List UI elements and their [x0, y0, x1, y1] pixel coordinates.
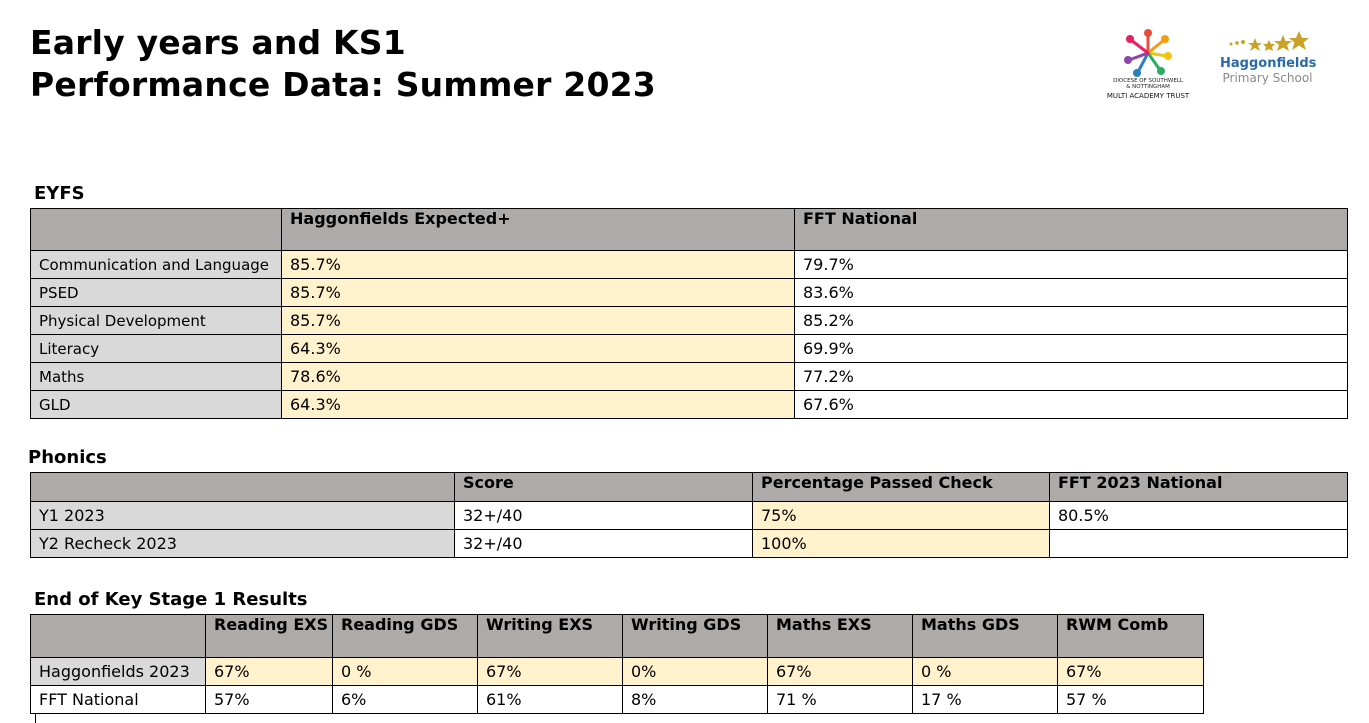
eyfs-row-label: GLD [31, 391, 282, 419]
table-row [31, 530, 1348, 558]
title-line-2: Performance Data: Summer 2023 [30, 65, 656, 104]
table-row [31, 279, 1348, 307]
ks1-header-maths-exs: Maths EXS [768, 615, 913, 658]
eyfs-header-national: FFT National [795, 209, 1348, 251]
phonics-heading: Phonics [28, 447, 107, 468]
eyfs-school-value: 78.6% [282, 363, 795, 391]
trust-name: MULTI ACADEMY TRUST [1106, 92, 1190, 100]
ks1-cell: 57 % [1058, 686, 1204, 714]
ks1-header-writing-exs: Writing EXS [478, 615, 623, 658]
ks1-cell: 6% [333, 686, 478, 714]
phonics-national [1050, 530, 1348, 558]
table-row [31, 251, 1348, 279]
table-row [31, 502, 1348, 530]
eyfs-row-label: Literacy [31, 335, 282, 363]
ks1-table [30, 614, 1204, 714]
eyfs-national-value: 77.2% [795, 363, 1348, 391]
ks1-header-blank [31, 615, 206, 658]
ks1-cell: 57% [206, 686, 333, 714]
ks1-cell: 67% [768, 658, 913, 686]
ks1-header-maths-gds: Maths GDS [913, 615, 1058, 658]
ks1-cell: 17 % [913, 686, 1058, 714]
phonics-national: 80.5% [1050, 502, 1348, 530]
school-name: Haggonfields [1220, 56, 1317, 71]
trust-line-2: & NOTTINGHAM [1126, 84, 1170, 90]
eyfs-header-blank [31, 209, 282, 251]
stars-icon [1225, 30, 1311, 54]
phonics-header-passed: Percentage Passed Check [753, 473, 1050, 502]
table-row [31, 686, 1204, 714]
trust-line-1: DIOCESE OF SOUTHWELL [1113, 78, 1183, 84]
table-row [31, 658, 1204, 686]
eyfs-national-value: 79.7% [795, 251, 1348, 279]
ks1-header-rwm-comb: RWM Comb [1058, 615, 1204, 658]
ks1-cell: 67% [478, 658, 623, 686]
ks1-cell: 67% [206, 658, 333, 686]
eyfs-row-label: Physical Development [31, 307, 282, 335]
eyfs-row-label: PSED [31, 279, 282, 307]
phonics-header-score: Score [455, 473, 753, 502]
ks1-header-writing-gds: Writing GDS [623, 615, 768, 658]
eyfs-header-row [31, 209, 1348, 251]
ks1-cell: 71 % [768, 686, 913, 714]
eyfs-national-value: 85.2% [795, 307, 1348, 335]
phonics-header-row [31, 473, 1348, 502]
eyfs-school-value: 64.3% [282, 391, 795, 419]
phonics-score: 32+/40 [455, 502, 753, 530]
ks1-heading: End of Key Stage 1 Results [34, 589, 308, 610]
text-cursor [35, 714, 36, 723]
trust-logo [1098, 28, 1198, 112]
phonics-passed: 100% [753, 530, 1050, 558]
phonics-table [30, 472, 1348, 558]
eyfs-school-value: 85.7% [282, 279, 795, 307]
phonics-row-label: Y2 Recheck 2023 [31, 530, 455, 558]
school-subtitle: Primary School [1222, 71, 1313, 85]
eyfs-row-label: Maths [31, 363, 282, 391]
ks1-cell: 61% [478, 686, 623, 714]
ks1-cell: 0 % [333, 658, 478, 686]
eyfs-table [30, 208, 1348, 419]
ks1-cell: 8% [623, 686, 768, 714]
trust-figures-icon [1122, 28, 1174, 78]
ks1-header-reading-exs: Reading EXS [206, 615, 333, 658]
phonics-header-blank [31, 473, 455, 502]
eyfs-header-school: Haggonfields Expected+ [282, 209, 795, 251]
ks1-row-label: FFT National [31, 686, 206, 714]
table-row [31, 335, 1348, 363]
title-line-1: Early years and KS1 [30, 23, 406, 62]
eyfs-national-value: 67.6% [795, 391, 1348, 419]
eyfs-national-value: 69.9% [795, 335, 1348, 363]
phonics-header-national: FFT 2023 National [1050, 473, 1348, 502]
phonics-row-label: Y1 2023 [31, 502, 455, 530]
ks1-cell: 0 % [913, 658, 1058, 686]
phonics-score: 32+/40 [455, 530, 753, 558]
eyfs-heading: EYFS [34, 183, 85, 204]
page-title [30, 22, 656, 106]
ks1-cell: 67% [1058, 658, 1204, 686]
table-row [31, 363, 1348, 391]
eyfs-school-value: 85.7% [282, 251, 795, 279]
ks1-row-label: Haggonfields 2023 [31, 658, 206, 686]
ks1-cell: 0% [623, 658, 768, 686]
table-row [31, 307, 1348, 335]
ks1-header-reading-gds: Reading GDS [333, 615, 478, 658]
ks1-header-row [31, 615, 1204, 658]
table-row [31, 391, 1348, 419]
phonics-passed: 75% [753, 502, 1050, 530]
eyfs-school-value: 85.7% [282, 307, 795, 335]
eyfs-school-value: 64.3% [282, 335, 795, 363]
eyfs-national-value: 83.6% [795, 279, 1348, 307]
eyfs-row-label: Communication and Language [31, 251, 282, 279]
school-logo [1220, 30, 1315, 100]
